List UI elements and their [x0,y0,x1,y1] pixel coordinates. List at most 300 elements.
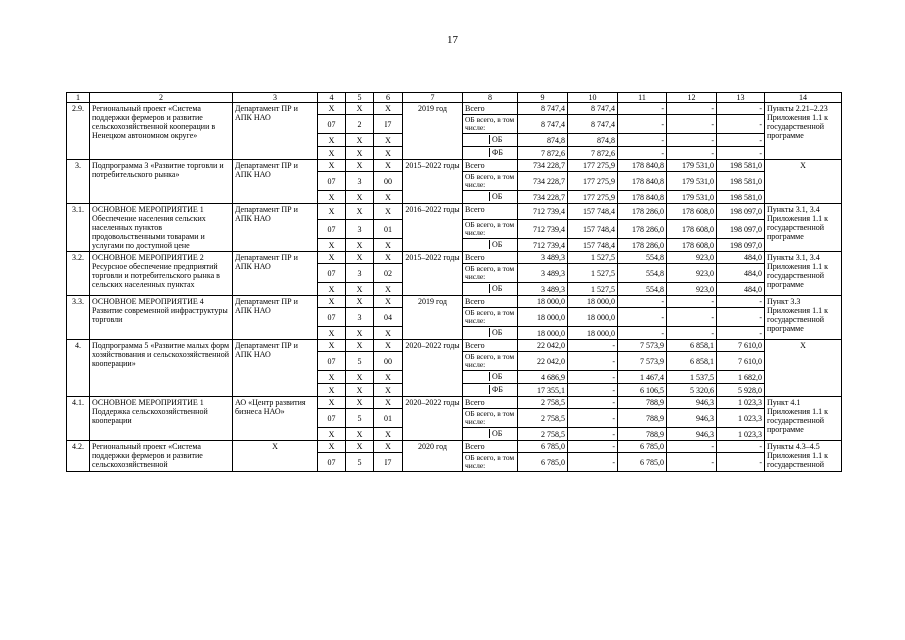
amount-cell: 178 286,0 [618,239,667,252]
budget-code: X [346,252,374,264]
budget-code: 5 [346,409,374,428]
executor: Департамент ПР и АПК НАО [233,103,318,160]
amount-cell: 178 608,0 [667,239,717,252]
table-row [67,204,842,220]
budget-code: 00 [374,352,403,371]
amount-cell: - [618,327,667,340]
amount-cell: 1 023,3 [717,409,765,428]
amount-cell: - [568,453,618,472]
funding-indent [463,148,490,157]
amount-cell: - [568,340,618,352]
item-number: 2.9. [67,103,90,160]
amount-cell: 179 531,0 [667,172,717,191]
budget-code: X [318,384,346,397]
amount-cell: 198 097,0 [717,239,765,252]
years: 2019 год [403,296,463,340]
table-body [67,103,842,472]
budget-table [66,92,842,472]
amount-cell: 157 748,4 [568,204,618,220]
budget-code: X [318,428,346,441]
amount-cell: 6 106,5 [618,384,667,397]
amount-cell: 18 000,0 [568,327,618,340]
column-header: 8 [463,93,518,103]
amount-cell: 7 610,0 [717,352,765,371]
table-row [67,103,842,115]
notes: Пункты 3.1, 3.4 Приложения 1.1 к государственной программе [765,252,842,296]
amount-cell: - [717,308,765,327]
amount-cell: 734 228,7 [518,160,568,172]
budget-code: X [318,397,346,409]
column-header: 3 [233,93,318,103]
funding-source-label: ОБ [492,372,503,381]
amount-cell: 554,8 [618,252,667,264]
budget-code: X [374,160,403,172]
years: 2015–2022 годы [403,252,463,296]
funding-source-label: ОБ [492,284,503,293]
funding-source: Всего [463,397,518,409]
funding-source: ОБ всего, в том числе: [463,115,518,134]
amount-cell: 3 489,3 [518,283,568,296]
item-name: Региональный проект «Система поддержки фермеров и развитие сельскохозяйственной кооперации в Ненецком автономном округе» [90,103,233,160]
funding-source [463,134,518,147]
amount-cell: 923,0 [667,252,717,264]
notes: Пункты 4.3–4.5 Приложения 1.1 к государственной [765,441,842,472]
item-name: ОСНОВНОЕ МЕРОПРИЯТИЕ 1 Обеспечение населения сельских населенных пунктов продовольственными товарами и услугами по доступной цене [90,204,233,252]
amount-cell: 923,0 [667,264,717,283]
budget-code: 3 [346,172,374,191]
amount-cell: 8 747,4 [568,103,618,115]
amount-cell: - [717,115,765,134]
budget-code: X [346,103,374,115]
budget-code: X [374,134,403,147]
budget-code: X [374,371,403,384]
amount-cell: 1 527,5 [568,283,618,296]
amount-cell: - [717,296,765,308]
notes: Пункты 3.1, 3.4 Приложения 1.1 к государственной программе [765,204,842,252]
funding-source: Всего [463,204,518,220]
budget-code: 01 [374,220,403,239]
column-header: 7 [403,93,463,103]
funding-source [463,283,518,296]
item-number: 3.3. [67,296,90,340]
amount-cell: - [618,115,667,134]
budget-code: X [318,134,346,147]
amount-cell: - [568,409,618,428]
amount-cell: 5 320,6 [667,384,717,397]
amount-cell: - [717,103,765,115]
amount-cell: - [667,147,717,160]
budget-code: X [374,384,403,397]
amount-cell: 177 275,9 [568,172,618,191]
item-number: 4.1. [67,397,90,441]
amount-cell: 6 785,0 [618,441,667,453]
budget-code: X [346,384,374,397]
budget-code: X [374,441,403,453]
budget-code: 07 [318,264,346,283]
amount-cell: 179 531,0 [667,160,717,172]
amount-cell: - [568,441,618,453]
amount-cell: - [717,327,765,340]
funding-indent [463,135,490,144]
funding-source: ОБ всего, в том числе: [463,409,518,428]
amount-cell: 8 747,4 [518,103,568,115]
item-number: 3.2. [67,252,90,296]
amount-cell: - [717,147,765,160]
amount-cell: 18 000,0 [518,296,568,308]
column-header: 2 [90,93,233,103]
table-row [67,296,842,308]
budget-code: 07 [318,409,346,428]
item-name: Подпрограмма 3 «Развитие торговли и потребительского рынка» [90,160,233,204]
amount-cell: 2 758,5 [518,428,568,441]
notes: Пункты 2.21–2.23 Приложения 1.1 к государственной программе [765,103,842,160]
budget-code: X [374,283,403,296]
amount-cell: 946,3 [667,397,717,409]
column-header: 14 [765,93,842,103]
budget-code: X [346,296,374,308]
amount-cell: - [568,384,618,397]
item-name: ОСНОВНОЕ МЕРОПРИЯТИЕ 1 Поддержка сельскохозяйственной кооперации [90,397,233,441]
funding-indent [463,284,490,293]
budget-code: 01 [374,409,403,428]
years: 2020 год [403,441,463,472]
budget-code: X [318,441,346,453]
executor: АО «Центр развития бизнеса НАО» [233,397,318,441]
budget-code: X [318,160,346,172]
item-name: ОСНОВНОЕ МЕРОПРИЯТИЕ 4 Развитие современной инфраструктуры торговли [90,296,233,340]
amount-cell: 7 872,6 [518,147,568,160]
budget-code: I7 [374,453,403,472]
amount-cell: 1 467,4 [618,371,667,384]
budget-code: X [318,191,346,204]
amount-cell: 6 858,1 [667,352,717,371]
column-header: 13 [717,93,765,103]
amount-cell: 6 785,0 [518,453,568,472]
amount-cell: 178 608,0 [667,220,717,239]
funding-source [463,384,518,397]
budget-code: 3 [346,264,374,283]
amount-cell: 198 097,0 [717,204,765,220]
budget-code: X [318,103,346,115]
budget-code: X [374,428,403,441]
budget-code: 07 [318,115,346,134]
amount-cell: - [667,115,717,134]
years: 2020–2022 годы [403,397,463,441]
amount-cell: 734 228,7 [518,191,568,204]
table-row [67,397,842,409]
budget-code: X [318,239,346,252]
budget-code: I7 [374,115,403,134]
funding-source: Всего [463,296,518,308]
funding-source: Всего [463,160,518,172]
budget-code: 07 [318,220,346,239]
budget-code: X [346,204,374,220]
budget-code: 07 [318,352,346,371]
executor: Департамент ПР и АПК НАО [233,296,318,340]
funding-indent [463,240,490,249]
budget-code: X [346,283,374,296]
funding-source: ОБ всего, в том числе: [463,220,518,239]
amount-cell: 1 023,3 [717,428,765,441]
notes: X [765,160,842,204]
amount-cell: 178 840,8 [618,191,667,204]
amount-cell: 874,8 [568,134,618,147]
funding-source-label: ОБ [492,240,503,249]
budget-code: X [374,296,403,308]
table-row [67,160,842,172]
budget-code: X [346,160,374,172]
amount-cell: 177 275,9 [568,191,618,204]
amount-cell: - [667,134,717,147]
amount-cell: - [568,352,618,371]
funding-source [463,371,518,384]
budget-code: 5 [346,352,374,371]
column-header: 4 [318,93,346,103]
funding-indent [463,429,490,438]
page-number: 17 [447,34,458,46]
notes: X [765,340,842,397]
amount-cell: - [717,134,765,147]
budget-code: 07 [318,172,346,191]
executor: Департамент ПР и АПК НАО [233,204,318,252]
executor: Департамент ПР и АПК НАО [233,340,318,397]
budget-code: X [346,441,374,453]
budget-code: X [374,204,403,220]
budget-code: X [346,147,374,160]
amount-cell: 1 537,5 [667,371,717,384]
amount-cell: 946,3 [667,428,717,441]
budget-code: X [374,340,403,352]
amount-cell: 2 758,5 [518,409,568,428]
amount-cell: 22 042,0 [518,352,568,371]
amount-cell: - [618,147,667,160]
amount-cell: 198 581,0 [717,160,765,172]
amount-cell: - [568,371,618,384]
amount-cell: 788,9 [618,397,667,409]
amount-cell: 6 785,0 [618,453,667,472]
funding-source-label: ФБ [492,148,503,157]
amount-cell: 1 023,3 [717,397,765,409]
amount-cell: 3 489,3 [518,252,568,264]
amount-cell: 7 610,0 [717,340,765,352]
budget-code: X [318,327,346,340]
budget-code: 5 [346,453,374,472]
budget-code: X [374,252,403,264]
budget-code: X [346,340,374,352]
item-number: 4.2. [67,441,90,472]
amount-cell: 178 286,0 [618,204,667,220]
amount-cell: 157 748,4 [568,239,618,252]
amount-cell: 788,9 [618,428,667,441]
years: 2020–2022 годы [403,340,463,397]
funding-source [463,147,518,160]
amount-cell: 712 739,4 [518,239,568,252]
amount-cell: 5 928,0 [717,384,765,397]
budget-code: X [346,134,374,147]
budget-code: X [318,147,346,160]
budget-code: X [346,239,374,252]
amount-cell: - [667,327,717,340]
amount-cell: - [618,134,667,147]
budget-code: X [346,191,374,204]
funding-source-label: ОБ [492,429,503,438]
budget-code: 04 [374,308,403,327]
amount-cell: 4 686,9 [518,371,568,384]
amount-cell: - [667,308,717,327]
amount-cell: - [667,441,717,453]
funding-source: Всего [463,441,518,453]
funding-source-label: ОБ [492,328,503,337]
amount-cell: 554,8 [618,283,667,296]
amount-cell: 22 042,0 [518,340,568,352]
funding-source: Всего [463,252,518,264]
amount-cell: 2 758,5 [518,397,568,409]
amount-cell: - [667,296,717,308]
amount-cell: 18 000,0 [568,296,618,308]
amount-cell: 18 000,0 [518,308,568,327]
funding-source: ОБ всего, в том числе: [463,308,518,327]
funding-source: ОБ всего, в том числе: [463,264,518,283]
funding-indent [463,328,490,337]
amount-cell: 734 228,7 [518,172,568,191]
table-row [67,252,842,264]
budget-code: X [374,191,403,204]
notes: Пункт 3.3 Приложения 1.1 к государственной программе [765,296,842,340]
years: 2015–2022 годы [403,160,463,204]
funding-source: ОБ всего, в том числе: [463,172,518,191]
amount-cell: 7 573,9 [618,352,667,371]
notes: Пункт 4.1 Приложения 1.1 к государственной программе [765,397,842,441]
budget-code: X [374,103,403,115]
budget-code: X [346,327,374,340]
amount-cell: 7 872,6 [568,147,618,160]
funding-indent [463,385,490,394]
amount-cell: - [568,397,618,409]
amount-cell: 7 573,9 [618,340,667,352]
amount-cell: 18 000,0 [518,327,568,340]
amount-cell: - [717,441,765,453]
amount-cell: 484,0 [717,252,765,264]
budget-code: X [374,397,403,409]
item-number: 4. [67,340,90,397]
amount-cell: 17 355,1 [518,384,568,397]
amount-cell: - [568,428,618,441]
column-header: 9 [518,93,568,103]
funding-source [463,239,518,252]
item-name: Региональный проект «Система поддержки фермеров и развитие сельскохозяйственной [90,441,233,472]
amount-cell: 6 785,0 [518,441,568,453]
budget-code: 2 [346,115,374,134]
funding-source: Всего [463,103,518,115]
amount-cell: 1 527,5 [568,264,618,283]
amount-cell: 484,0 [717,264,765,283]
amount-cell: 178 840,8 [618,160,667,172]
funding-source [463,428,518,441]
amount-cell: 18 000,0 [568,308,618,327]
budget-code: X [374,147,403,160]
amount-cell: 177 275,9 [568,160,618,172]
funding-source: ОБ всего, в том числе: [463,352,518,371]
funding-source-label: ОБ [492,135,503,144]
amount-cell: 6 858,1 [667,340,717,352]
amount-cell: 3 489,3 [518,264,568,283]
budget-code: X [318,283,346,296]
budget-code: 07 [318,453,346,472]
amount-cell: 178 608,0 [667,204,717,220]
amount-cell: 1 682,0 [717,371,765,384]
amount-cell: - [618,103,667,115]
executor: Департамент ПР и АПК НАО [233,252,318,296]
column-header: 12 [667,93,717,103]
amount-cell: 554,8 [618,264,667,283]
budget-code: 07 [318,308,346,327]
column-header: 5 [346,93,374,103]
amount-cell: 198 581,0 [717,172,765,191]
amount-cell: 157 748,4 [568,220,618,239]
amount-cell: 8 747,4 [568,115,618,134]
amount-cell: 179 531,0 [667,191,717,204]
budget-code: X [318,340,346,352]
executor: Департамент ПР и АПК НАО [233,160,318,204]
funding-source: ОБ всего, в том числе: [463,453,518,472]
amount-cell: - [717,453,765,472]
amount-cell: 198 581,0 [717,191,765,204]
budget-code: 3 [346,308,374,327]
table-row [67,441,842,453]
funding-source-label: ОБ [492,192,503,201]
budget-code: X [346,428,374,441]
amount-cell: 484,0 [717,283,765,296]
amount-cell: 923,0 [667,283,717,296]
item-number: 3.1. [67,204,90,252]
budget-code: 3 [346,220,374,239]
funding-indent [463,192,490,201]
funding-indent [463,372,490,381]
amount-cell: 712 739,4 [518,220,568,239]
item-name: Подпрограмма 5 «Развитие малых форм хозяйствования и сельскохозяйственной кооперации» [90,340,233,397]
years: 2016–2022 годы [403,204,463,252]
funding-source-label: ФБ [492,385,503,394]
amount-cell: - [667,453,717,472]
budget-code: X [374,327,403,340]
budget-code: X [346,397,374,409]
amount-cell: 712 739,4 [518,204,568,220]
table-row [67,340,842,352]
amount-cell: 946,3 [667,409,717,428]
amount-cell: - [618,296,667,308]
column-header: 6 [374,93,403,103]
amount-cell: 8 747,4 [518,115,568,134]
amount-cell: - [667,103,717,115]
column-header: 10 [568,93,618,103]
amount-cell: 1 527,5 [568,252,618,264]
amount-cell: 198 097,0 [717,220,765,239]
amount-cell: 788,9 [618,409,667,428]
amount-cell: 178 286,0 [618,220,667,239]
budget-code: X [318,252,346,264]
column-header: 1 [67,93,90,103]
budget-code: X [374,239,403,252]
budget-code: X [318,204,346,220]
amount-cell: 874,8 [518,134,568,147]
executor: X [233,441,318,472]
item-number: 3. [67,160,90,204]
column-header: 11 [618,93,667,103]
amount-cell: - [618,308,667,327]
budget-code: X [318,296,346,308]
funding-source: Всего [463,340,518,352]
funding-source [463,191,518,204]
